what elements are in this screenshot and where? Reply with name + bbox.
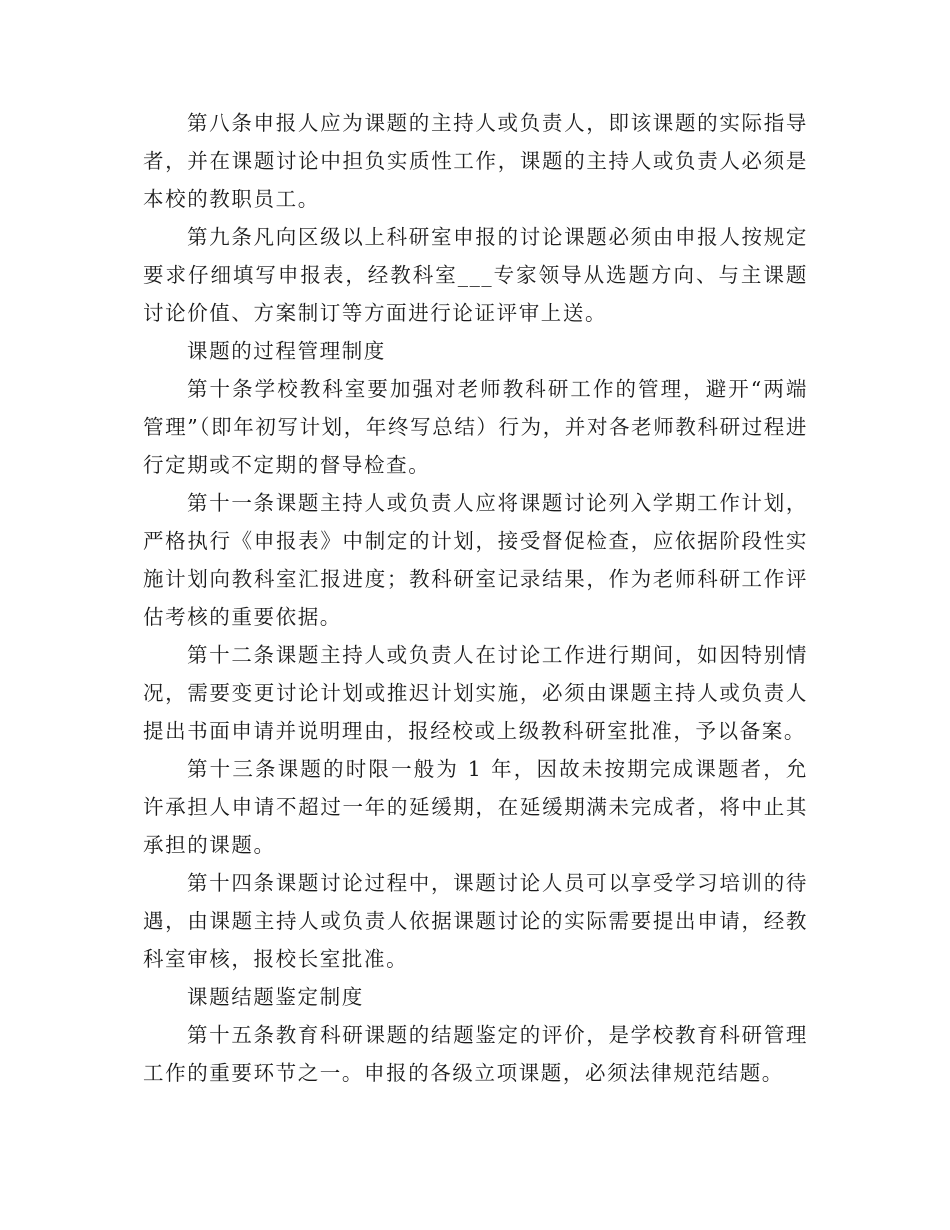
paragraph-article-15: 第十五条教育科研课题的结题鉴定的评价，是学校教育科研管理工作的重要环节之一。申报的各级立项课题，必须法律规范结题。 [143,1023,808,1085]
paragraph-article-9: 第九条凡向区级以上科研室申报的讨论课题必须由申报人按规定要求仔细填写申报表，经教科室___专家领导从选题方向、与主课题讨论价值、方案制订等方面进行论证评审上送。 [143,225,808,325]
document-body [143,104,808,1092]
paragraph-article-11: 第十一条课题主持人或负责人应将课题讨论列入学期工作计划，严格执行《申报表》中制定的计划，接受督促检查，应依据阶段性实施计划向教科室汇报进度；教科研室记录结果，作为老师科研工作评估考核的重要依据。 [143,491,808,629]
paragraph-article-13: 第十三条课题的时限一般为 1 年，因故未按期完成课题者，允许承担人申请不超过一年的延缓期，在延缓期满未完成者，将中止其承担的课题。 [143,757,808,857]
paragraph-article-8: 第八条申报人应为课题的主持人或负责人，即该课题的实际指导者，并在课题讨论中担负实质性工作，课题的主持人或负责人必须是本校的教职员工。 [143,111,808,211]
paragraph-article-10: 第十条学校教科室要加强对老师教科研工作的管理，避开“两端管理”（即年初写计划，年终写总结）行为，并对各老师教科研过程进行定期或不定期的督导检查。 [143,377,808,477]
section-heading-completion-appraisal: 课题结题鉴定制度 [187,985,364,1009]
section-heading-process-management: 课题的过程管理制度 [187,339,386,363]
paragraph-article-14: 第十四条课题讨论过程中，课题讨论人员可以享受学习培训的待遇，由课题主持人或负责人依据课题讨论的实际需要提出申请，经教科室审核，报校长室批准。 [143,871,808,971]
paragraph-article-12: 第十二条课题主持人或负责人在讨论工作进行期间，如因特别情况，需要变更讨论计划或推迟计划实施，必须由课题主持人或负责人提出书面申请并说明理由，报经校或上级教科研室批准，予以备案。 [143,643,808,743]
